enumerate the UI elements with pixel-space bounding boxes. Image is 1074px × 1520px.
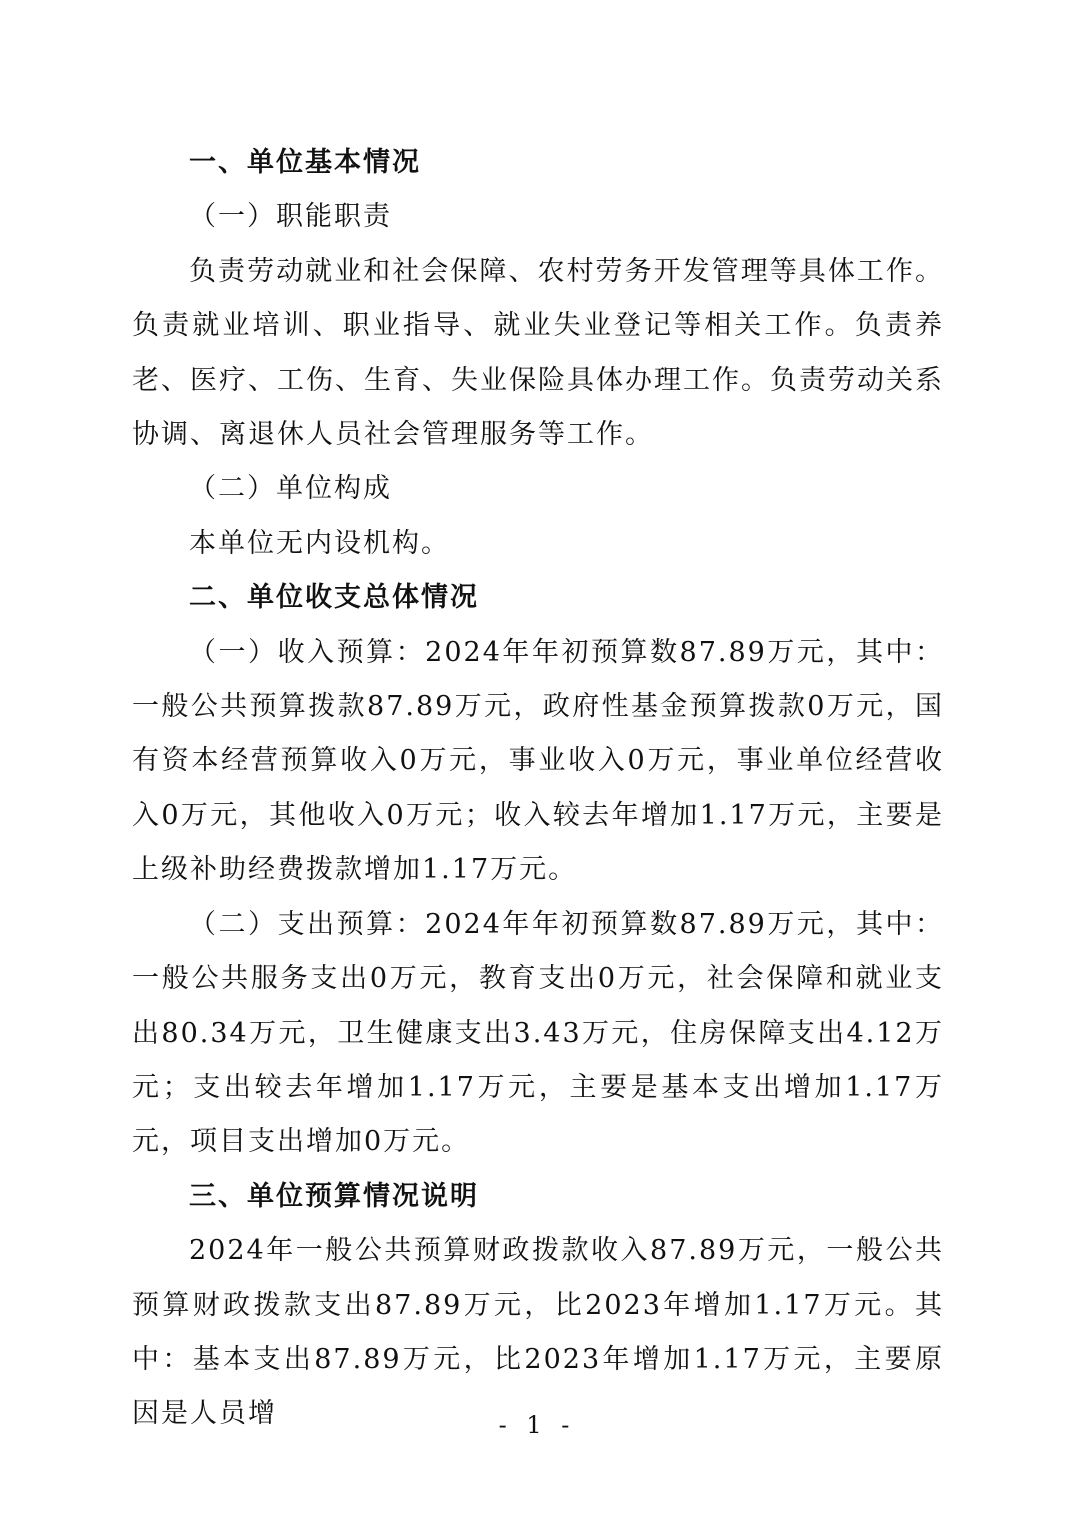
section-heading-basic-info: 一、单位基本情况 <box>189 147 421 178</box>
document-body <box>132 136 944 1442</box>
paragraph-structure: 本单位无内设机构。 <box>189 527 450 559</box>
paragraph-expense-budget: （二）支出预算：2024年年初预算数87.89万元，其中：一般公共服务支出0万元，教育支出0万元，社会保障和就业支出80.34万元，卫生健康支出3.43万元，住房保障支出4.12万元；支出较去年增加1.17万元，主要是基本支出增加1.17万元，项目支出增加0万元。 <box>132 908 944 1158</box>
page-number: - 1 - <box>498 1411 576 1439</box>
paragraph-income-budget: （一）收入预算：2024年年初预算数87.89万元，其中：一般公共预算拨款87.89万元，政府性基金预算拨款0万元，国有资本经营预算收入0万元，事业收入0万元，事业单位经营收入0万元，其他收入0万元；收入较去年增加1.17万元，主要是上级补助经费拨款增加1.17万元。 <box>132 636 944 886</box>
paragraph-budget-description: 2024年一般公共预算财政拨款收入87.89万元，一般公共预算财政拨款支出87.89万元，比2023年增加1.17万元。其中：基本支出87.89万元，比2023年增加1.17万元，主要原因是人员增 <box>132 1235 944 1430</box>
section-heading-income-expense: 二、单位收支总体情况 <box>189 582 479 614</box>
section-heading-budget-description: 三、单位预算情况说明 <box>189 1180 479 1212</box>
paragraph-functions: 负责劳动就业和社会保障、农村劳务开发管理等具体工作。负责就业培训、职业指导、就业失业登记等相关工作。负责养老、医疗、工伤、生育、失业保险具体办理工作。负责劳动关系协调、离退休人员社会管理服务等工作。 <box>132 255 944 451</box>
subsection-title-functions: （一）职能职责 <box>189 201 392 233</box>
subsection-title-structure: （二）单位构成 <box>189 473 392 505</box>
